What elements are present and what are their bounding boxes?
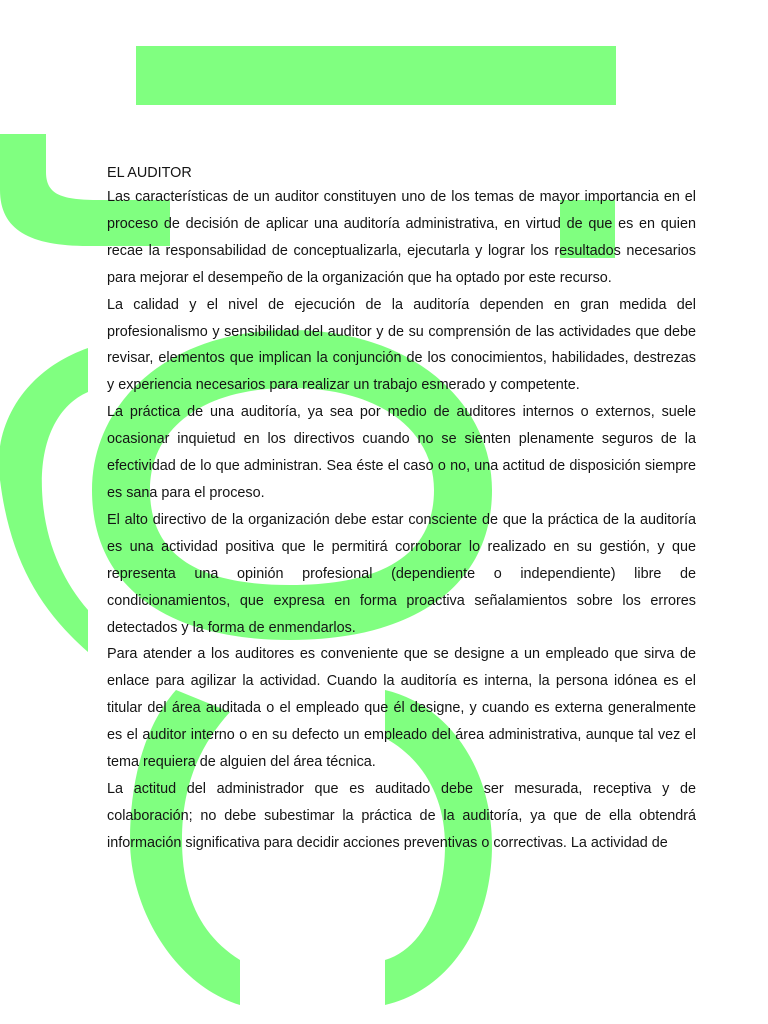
document-body [107,162,696,857]
paragraph-5: Para atender a los auditores es conveniente que se designe a un empleado que sirva de enlace para agilizar la actividad. Cuando la auditoría es interna, la persona idónea es el titular del área auditada o el empleado que él designe, y cuando es externa generalmente es el auditor interno o en su defecto un empleado del área administrativa, aunque tal vez el tema requiera de alguien del área técnica. [107,646,696,771]
watermark-left-arc [0,348,88,652]
document-title: EL AUDITOR [107,165,192,181]
paragraph-1: Las características de un auditor constituyen uno de los temas de mayor importancia en el proceso de decisión de aplicar una auditoría administrativa, en virtud de que es en quien recae la responsabilidad de conceptualizarla, ejecutarla y lograr los resultados necesarios para mejorar el desempeño de la organización que ha optado por este recurso. [107,189,696,286]
paragraph-3: La práctica de una auditoría, ya sea por medio de auditores internos o externos, suele ocasionar inquietud en los directivos cuando no se sienten plenamente seguros de la efectividad de lo que administran. Sea éste el caso o no, una actitud de disposición siempre es sana para el proceso. [107,404,696,501]
paragraph-2: La calidad y el nivel de ejecución de la auditoría dependen en gran medida del profesionalismo y sensibilidad del auditor y de su comprensión de las actividades que debe revisar, elementos que implican la conjunción de los conocimientos, habilidades, destrezas y experiencia necesarios para realizar un trabajo esmerado y competente. [107,296,696,394]
paragraph-6: La actitud del administrador que es auditado debe ser mesurada, receptiva y de colaboración; no debe subestimar la práctica de la auditoría, ya que de ella obtendrá información significativa para decidir acciones preventivas o correctivas. La actividad de [107,780,696,851]
paragraph-4: El alto directivo de la organización debe estar consciente de que la práctica de la auditoría es una actividad positiva que le permitirá corroborar lo realizado en su gestión, y que representa una opinión profesional (dependiente o independiente) libre de condicionamientos, que expresa en forma proactiva señalamientos sobre los errores detectados y la forma de enmendarlos. [107,511,696,636]
